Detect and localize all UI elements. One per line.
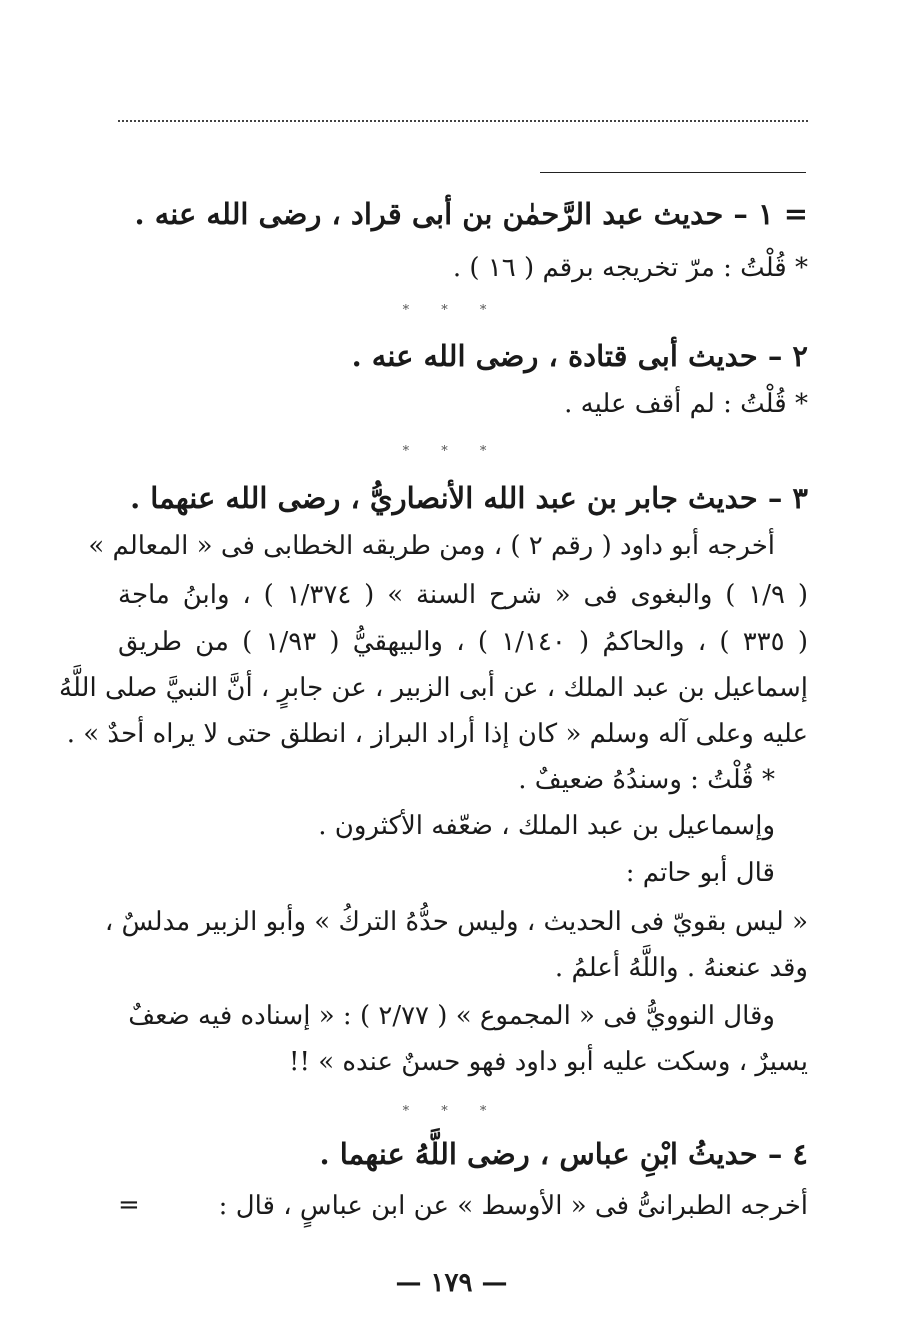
continuation-mark: = — [118, 1190, 140, 1220]
hadith-1-note: * قُلْتُ : مرّ تخريجه برقم ( ١٦ ) . — [452, 253, 808, 283]
hadith-3-heading: ٣ – حديث جابر بن عبد الله الأنصاريُّ ، رضى الله عنهما . — [130, 481, 808, 515]
hadith-4-heading: ٤ – حديثُ ابْنِ عباس ، رضى اللَّهُ عنهما . — [319, 1137, 808, 1171]
hadith-3-text-line: ( ٣٣٥ ) ، والحاكمُ ( ١/١٤٠ ) ، والبيهقيُّ ( ١/٩٣ ) من طريق — [118, 627, 808, 657]
hadith-4-text-line: أخرجه الطبرانىُّ فى « الأوسط » عن ابن عباسٍ ، قال : — [218, 1191, 808, 1221]
hadith-3-text-line: يسيرٌ ، وسكت عليه أبو داود فهو حسنٌ عنده » !! — [289, 1047, 808, 1077]
hadith-3-text-line: عليه وعلى آله وسلم « كان إذا أراد البراز ، انطلق حتى لا يراه أحدٌ » . — [66, 719, 808, 749]
hadith-3-text-line: ( ١/٩ ) والبغوى فى « شرح السنة » ( ١/٣٧٤ ) ، وابنُ ماجة — [118, 580, 808, 610]
dotted-header-rule — [118, 120, 808, 122]
hadith-3-text-line: إسماعيل بن عبد الملك ، عن أبى الزبير ، عن جابرٍ ، أنَّ النبيَّ صلى اللَّهُ — [59, 673, 808, 703]
hadith-3-note: * قُلْتُ : وسندُهُ ضعيفٌ . — [518, 765, 775, 795]
hadith-2-heading: ٢ – حديث أبى قتادة ، رضى الله عنه . — [351, 339, 808, 373]
hadith-1-heading: = ١ – حديث عبد الرَّحمٰن بن أبى قراد ، رضى الله عنه . — [134, 197, 808, 231]
hadith-3-text-line: وقال النوويُّ فى « المجموع » ( ٢/٧٧ ) : « إسناده فيه ضعفٌ — [128, 1001, 775, 1031]
footnote-rule — [540, 172, 806, 173]
hadith-3-text-line: أخرجه أبو داود ( رقم ٢ ) ، ومن طريقه الخطابى فى « المعالم » — [88, 531, 775, 561]
hadith-3-text-line: قال أبو حاتم : — [625, 858, 775, 888]
separator-stars-3: * * * — [402, 1104, 501, 1119]
hadith-3-quote-line: « ليس بقويّ فى الحديث ، وليس حدُّهُ التركُ » وأبو الزبير مدلسٌ ، — [104, 907, 808, 937]
separator-stars-1: * * * — [402, 303, 501, 318]
hadith-3-text-line: وإسماعيل بن عبد الملك ، ضعّفه الأكثرون . — [318, 811, 775, 841]
hadith-2-note: * قُلْتُ : لم أقف عليه . — [564, 389, 808, 419]
separator-stars-2: * * * — [402, 444, 501, 459]
hadith-3-quote-line: وقد عنعنهُ . واللَّهُ أعلمُ . — [554, 953, 808, 983]
page-number: — ١٧٩ — — [395, 1268, 508, 1298]
